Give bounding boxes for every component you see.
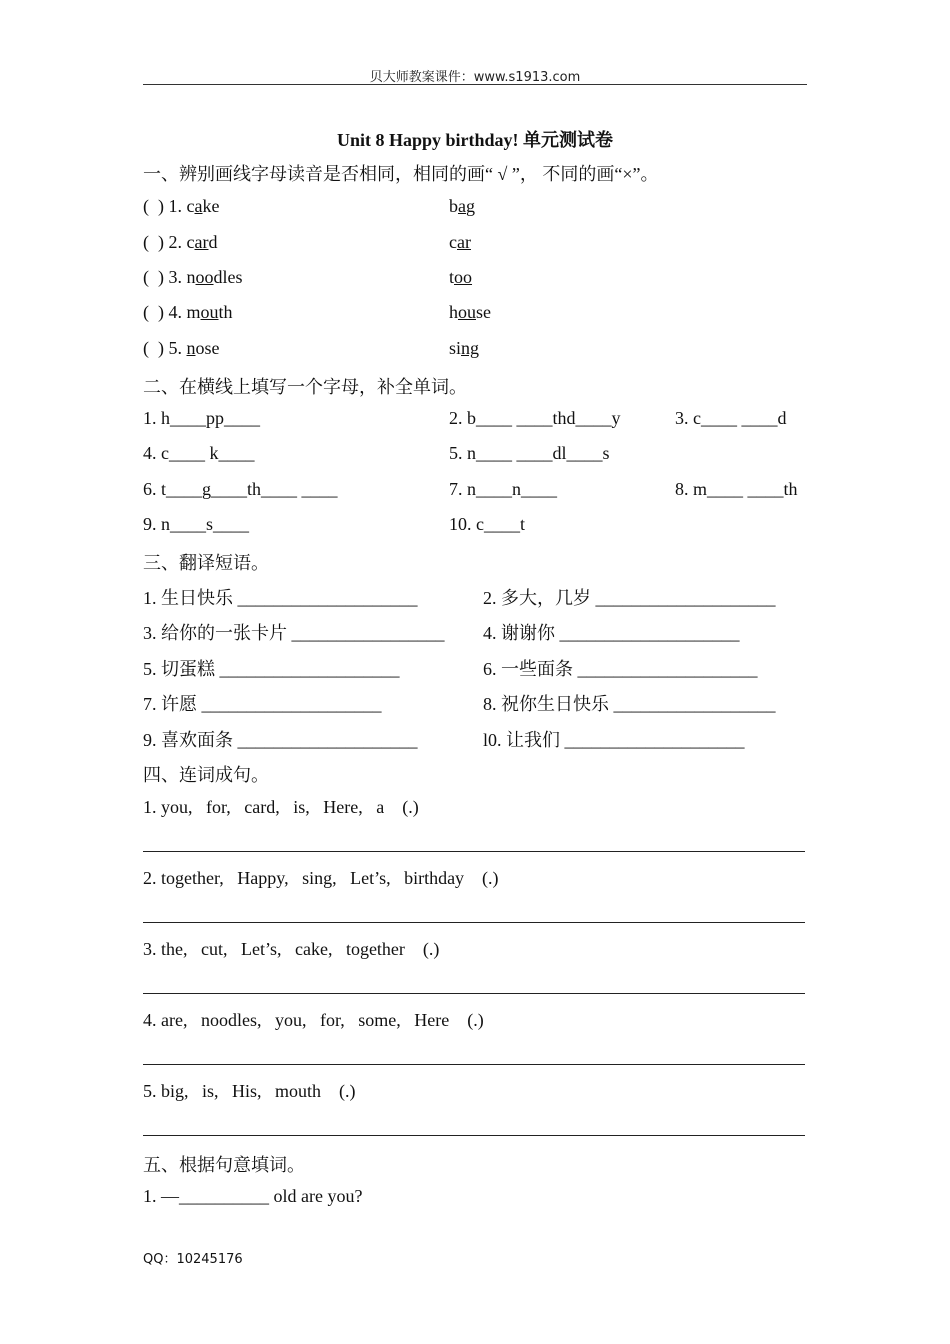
item-number: 4.: [168, 302, 182, 322]
word-part: ose: [195, 338, 220, 358]
s1-item-3: [143, 267, 243, 288]
section1-heading: 一、辨别画线字母读音是否相同，相同的画“ √ ”， 不同的画“×”。: [143, 164, 659, 184]
word-part: m: [186, 302, 201, 322]
word-part: g: [466, 196, 475, 216]
page-footer: QQ：10245176: [143, 1252, 243, 1267]
underlined-letters: ar: [457, 232, 471, 252]
s2-item: 10. c____t: [449, 514, 525, 534]
section2-heading: 二、在横线上填写一个字母，补全单词。: [143, 377, 467, 397]
underlined-letters: ou: [200, 302, 219, 322]
s1-compare-5: [449, 338, 479, 359]
s4-item: 2. together, Happy, sing, Let’s, birthday (.): [143, 868, 499, 888]
section4-heading: 四、连词成句。: [143, 765, 269, 785]
s1-compare-4: [449, 302, 491, 323]
header-rule: [143, 84, 807, 85]
s2-item: 9. n____s____: [143, 514, 250, 534]
item-number: 1.: [168, 196, 182, 216]
s3-item: 4. 谢谢你 ____________________: [483, 623, 740, 643]
word-part: se: [476, 302, 491, 322]
section5-heading: 五、根据句意填词。: [143, 1155, 305, 1175]
word-part: t: [449, 267, 455, 287]
page-title: Unit 8 Happy birthday! 单元测试卷: [336, 130, 614, 150]
s4-item: 5. big, is, His, mouth (.): [143, 1081, 356, 1101]
answer-line: [143, 1064, 805, 1065]
s3-item: 2. 多大，几岁 ____________________: [483, 588, 776, 608]
underlined-letters: ou: [458, 302, 476, 322]
s4-item: 3. the, cut, Let’s, cake, together (.): [143, 939, 440, 959]
word-part: si: [449, 338, 462, 358]
word-part: ke: [202, 196, 220, 216]
answer-line: [143, 922, 805, 923]
s3-item: 1. 生日快乐 ____________________: [143, 588, 418, 608]
s2-item: 2. b____ ____thd____y: [449, 408, 621, 428]
s4-item: 4. are, noodles, you, for, some, Here (.): [143, 1010, 484, 1030]
s3-item: 9. 喜欢面条 ____________________: [143, 730, 418, 750]
page-header: 贝大师教案课件：www.s1913.com: [369, 70, 581, 85]
item-number: 3.: [168, 267, 182, 287]
s2-item: 6. t____g____th____ ____: [143, 479, 338, 499]
section3-heading: 三、翻译短语。: [143, 553, 269, 573]
s3-item: 5. 切蛋糕 ____________________: [143, 659, 400, 679]
s1-item-1: [143, 196, 220, 217]
word-part: b: [449, 196, 458, 216]
s3-item: l0. 让我们 ____________________: [483, 730, 745, 750]
s3-item: 6. 一些面条 ____________________: [483, 659, 758, 679]
word-part: d: [208, 232, 218, 252]
word-part: c: [186, 196, 195, 216]
underlined-letters: a: [194, 196, 203, 216]
item-number: 2.: [168, 232, 182, 252]
word-part: c: [186, 232, 195, 252]
s3-item: 3. 给你的一张卡片 _________________: [143, 623, 445, 643]
underlined-letters: a: [458, 196, 466, 216]
s1-compare-3: [449, 267, 472, 288]
underlined-letters: oo: [195, 267, 214, 287]
word-part: c: [449, 232, 457, 252]
s2-item: 5. n____ ____dl____s: [449, 443, 610, 463]
s5-item: 1. —__________ old are you?: [143, 1186, 363, 1206]
s2-item: 4. c____ k____: [143, 443, 255, 463]
s2-item: 8. m____ ____th: [675, 479, 798, 499]
paren: ( ): [143, 338, 164, 358]
paren: ( ): [143, 302, 164, 322]
word-part: th: [218, 302, 233, 322]
answer-line: [143, 851, 805, 852]
word-part: h: [449, 302, 458, 322]
s1-compare-2: [449, 232, 471, 253]
answer-line: [143, 1135, 805, 1136]
s4-item: 1. you, for, card, is, Here, a (.): [143, 797, 419, 817]
underlined-letters: ar: [194, 232, 209, 252]
word-part: dles: [213, 267, 243, 287]
answer-line: [143, 993, 805, 994]
s1-compare-1: [449, 196, 475, 217]
s1-item-4: [143, 302, 233, 323]
s3-item: 8. 祝你生日快乐 __________________: [483, 694, 776, 714]
paren: ( ): [143, 196, 164, 216]
underlined-letters: ng: [461, 338, 480, 358]
s1-item-2: [143, 232, 217, 253]
paren: ( ): [143, 232, 164, 252]
underlined-letters: oo: [454, 267, 473, 287]
item-number: 5.: [168, 338, 182, 358]
s2-item: 7. n____n____: [449, 479, 557, 499]
s2-item: 1. h____pp____: [143, 408, 260, 428]
paren: ( ): [143, 267, 164, 287]
s1-item-5: [143, 338, 220, 359]
s3-item: 7. 许愿 ____________________: [143, 694, 382, 714]
underlined-letters: n: [186, 338, 196, 358]
word-part: n: [186, 267, 196, 287]
s2-item: 3. c____ ____d: [675, 408, 787, 428]
